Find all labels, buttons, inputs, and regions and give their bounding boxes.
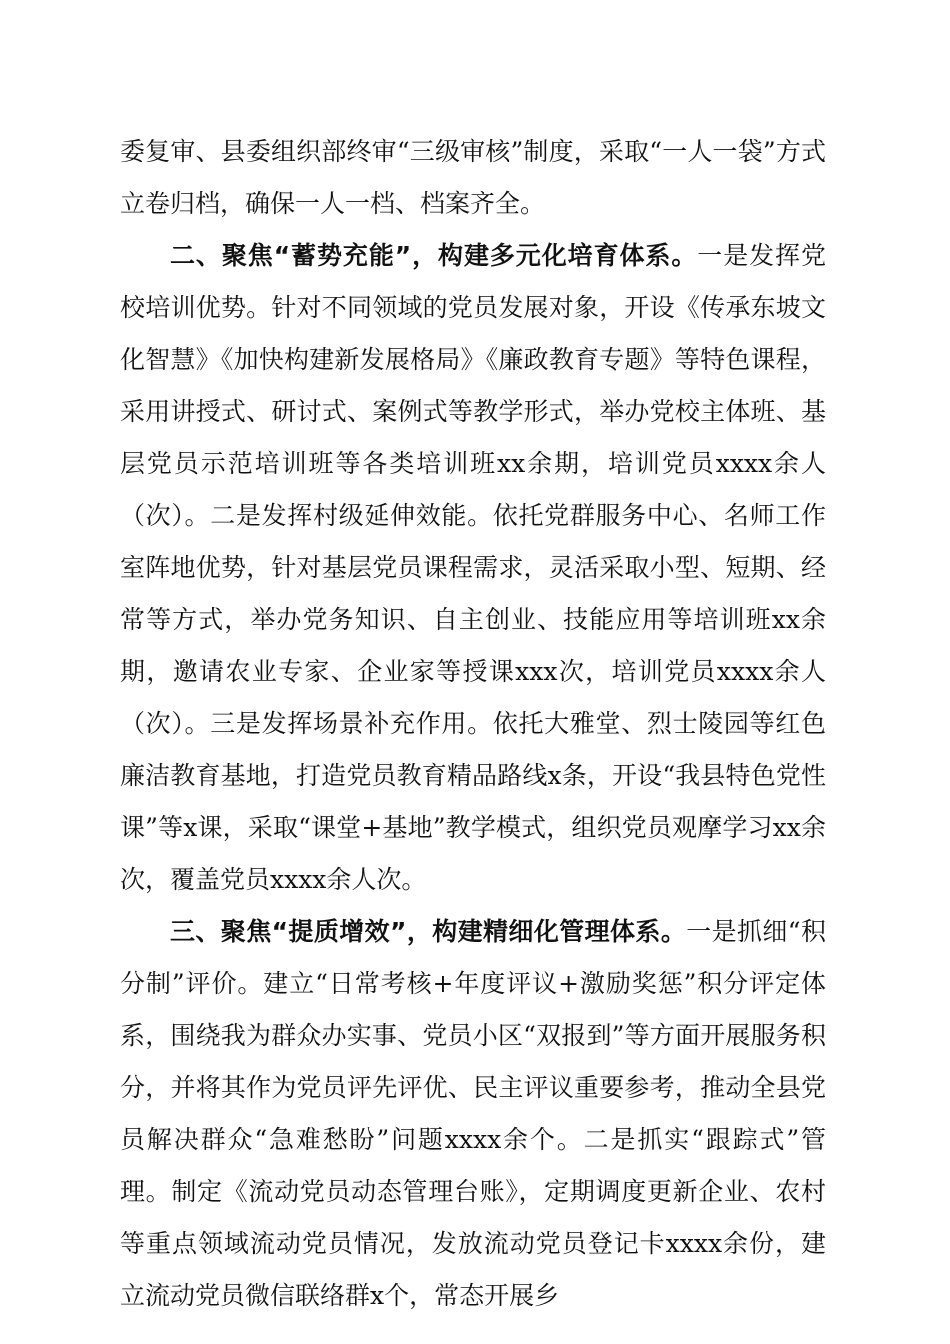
- paragraph-section-two: [120, 230, 826, 906]
- paragraph-text: 一是抓细“积分制”评价。建立“日常考核+年度评议+激励奖惩”积分评定体系，围绕我为群众办实事、党员小区“双报到”等方面开展服务积分，并将其作为党员评先评优、民主评议重要参考，推动全县党员解决群众“急难愁盼”问题xxxx余个。二是抓实“跟踪式”管理。制定《流动党员动态管理台账》，定期调度更新企业、农村等重点领域流动党员情况，发放流动党员登记卡xxxx余份，建立流动党员微信联络群x个，常态开展乡: [120, 917, 826, 1310]
- section-heading: 二、聚焦“蓄势充能”，构建多元化培育体系。: [170, 241, 698, 270]
- paragraph-text: 一是发挥党校培训优势。针对不同领域的党员发展对象，开设《传承东坡文化智慧》《加快构建新发展格局》《廉政教育专题》等特色课程，采用讲授式、研讨式、案例式等教学形式，举办党校主体班、基层党员示范培训班等各类培训班xx余期，培训党员xxxx余人（次）。二是发挥村级延伸效能。依托党群服务中心、名师工作室阵地优势，针对基层党员课程需求，灵活采取小型、短期、经常等方式，举办党务知识、自主创业、技能应用等培训班xx余期，邀请农业专家、企业家等授课xxx次，培训党员xxxx余人（次）。三是发挥场景补充作用。依托大雅堂、烈士陵园等红色廉洁教育基地，打造党员教育精品路线x条，开设“我县特色党性课”等x课，采取“课堂+基地”教学模式，组织党员观摩学习xx余次，覆盖党员xxxx余人次。: [120, 241, 826, 894]
- paragraph-continuation: [120, 126, 826, 230]
- paragraph-section-three: [120, 906, 826, 1322]
- section-heading: 三、聚焦“提质增效”，构建精细化管理体系。: [170, 917, 687, 946]
- paragraph-text: 委复审、县委组织部终审“三级审核”制度，采取“一人一袋”方式立卷归档，确保一人一档、档案齐全。: [120, 137, 826, 218]
- document-body: [120, 126, 826, 1322]
